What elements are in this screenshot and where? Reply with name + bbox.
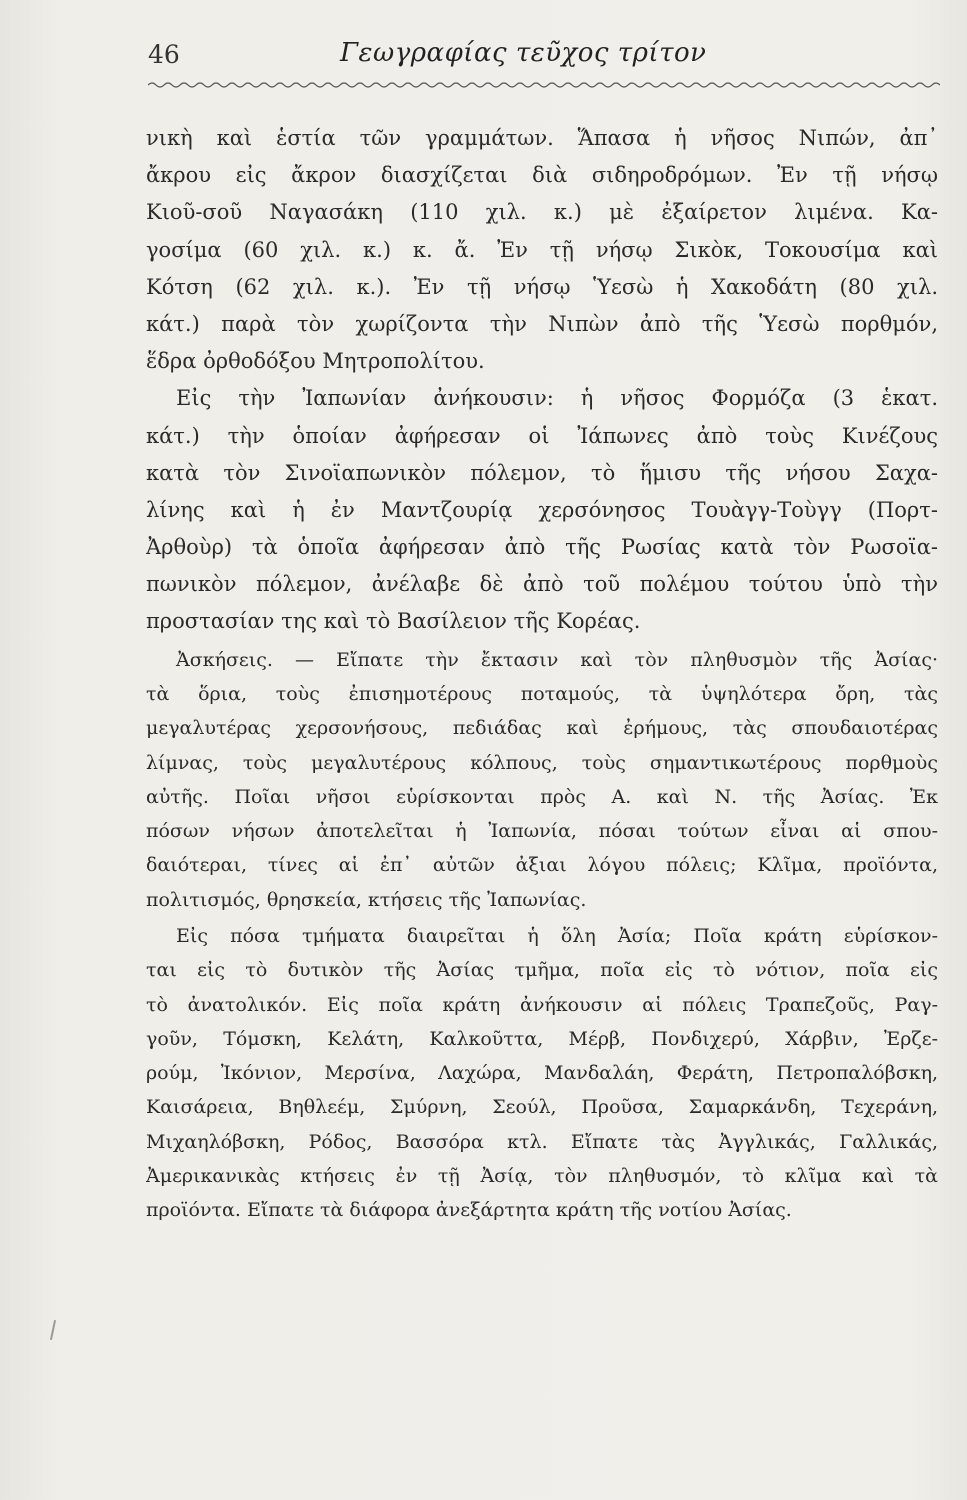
text-line: ἄκρου εἰς ἄκρον διασχίζεται διὰ σιδηροδρόμων. Ἐν τῇ νήσῳ [146,163,938,188]
text-line: Ἀμερικανικὰς κτήσεις ἐν τῇ Ἀσίᾳ, τὸν πληθυσμόν, τὸ κλῖμα καὶ τὰ [146,1165,938,1188]
text-line: προστασίαν της καὶ τὸ Βασίλειον τῆς Κορέας. [146,609,641,634]
text-line: ρούμ, Ἰκόνιον, Μερσίνα, Λαχώρα, Μανδαλάη, Φεράτη, Πετροπαλόβσκη, [146,1062,938,1085]
text-line: νικὴ καὶ ἑστία τῶν γραμμάτων. Ἅπασα ἡ νῆσος Νιπών, ἀπ᾽ [146,126,938,150]
text-line: ἕδρα ὀρθοδόξου Μητροπολίτου. [146,349,485,374]
text-line: Μιχαηλόβσκη, Ρόδος, Βασσόρα κτλ. Εἴπατε τὰς Ἀγγλικάς, Γαλλικάς, [146,1130,938,1153]
text-line: Ἀρθοὺρ) τὰ ὁποῖα ἀφήρεσαν ἀπὸ τῆς Ρωσίας κατὰ τὸν Ρωσοϊα- [146,535,938,560]
text-line: γοσίμα (60 χιλ. κ.) κ. ἄ. Ἐν τῇ νήσῳ Σικὸκ, Τοκουσίμα καὶ [146,237,938,262]
text-line: Κότση (62 χιλ. κ.). Ἐν τῇ νήσῳ Ὑεσὼ ἡ Χακοδάτη (80 χιλ. [146,274,938,299]
page-number: 46 [148,40,180,69]
text-line: Ἀσκήσεις. — Εἴπατε τὴν ἔκτασιν καὶ τὸν πληθυσμὸν τῆς Ἀσίας· [176,648,938,671]
text-line: Εἰς πόσα τμήματα διαιρεῖται ἡ ὅλη Ἀσία; Ποῖα κράτη εὑρίσκον- [176,925,938,947]
running-title: Γεωγραφίας τεῦχος τρίτον [340,38,707,68]
text-line: πολιτισμός, θρησκεία, κτήσεις τῆς Ἰαπωνίας. [146,888,587,911]
text-line: τὰ ὅρια, τοὺς ἐπισημοτέρους ποταμούς, τὰ ὑψηλότερα ὄρη, τὰς [146,682,938,705]
text-line: μεγαλυτέρας χερσονήσους, πεδιάδας καὶ ἐρήμους, τὰς σπουδαιοτέρας [146,717,938,740]
text-line: λίμνας, τοὺς μεγαλυτέρους κόλπους, τοὺς σημαντικωτέρους πορθμοὺς [146,751,938,774]
paragraph-japan-cities [146,120,938,380]
paragraph-exercises [146,643,938,917]
paragraph-japan-possessions [146,380,938,640]
text-line: Καισάρεια, Βηθλεέμ, Σμύρνη, Σεούλ, Προῦσα, Σαμαρκάνδη, Τεχεράνη, [146,1096,938,1119]
header-wavy-rule [148,80,940,90]
text-line: Εἰς τὴν Ἰαπωνίαν ἀνήκουσιν: ἡ νῆσος Φορμόζα (3 ἑκατ. [176,386,938,411]
text-line: κάτ.) παρὰ τὸν χωρίζοντα τὴν Νιπὼν ἀπὸ τῆς Ὑεσὼ πορθμόν, [146,311,938,336]
text-line: πόσων νήσων ἀποτελεῖται ἡ Ἰαπωνία, πόσαι τούτων εἶναι αἱ σπου- [146,820,938,843]
text-line: κάτ.) τὴν ὁποίαν ἀφήρεσαν οἱ Ἰάπωνες ἀπὸ τοὺς Κινέζους [146,423,938,448]
text-line: κατὰ τὸν Σινοϊαπωνικὸν πόλεμον, τὸ ἥμισυ τῆς νήσου Σαχα- [146,460,938,485]
paragraph-asia-questions [146,919,938,1228]
text-line: ται εἰς τὸ δυτικὸν τῆς Ἀσίας τμῆμα, ποῖα εἰς τὸ νότιον, ποῖα εἰς [146,959,938,982]
text-line: Κιοῦ-σοῦ Ναγασάκη (110 χιλ. κ.) μὲ ἐξαίρετον λιμένα. Κα- [146,200,938,225]
text-line: γοῦν, Τόμσκη, Κελάτη, Καλκοῦττα, Μέρβ, Πονδιχερύ, Χάρβιν, Ἐρζε- [146,1027,938,1050]
body-text [146,120,938,1228]
text-line: πωνικὸν πόλεμον, ἀνέλαβε δὲ ἀπὸ τοῦ πολέμου τούτου ὑπὸ τὴν [146,572,938,597]
stray-pencil-mark [50,1320,56,1340]
text-line: τὸ ἀνατολικόν. Εἰς ποῖα κράτη ἀνήκουσιν αἱ πόλεις Τραπεζοῦς, Ραγ- [146,993,938,1016]
text-line: δαιότεραι, τίνες αἱ ἐπ᾽ αὐτῶν ἀξιαι λόγου πόλεις; Κλῖμα, προϊόντα, [146,854,938,877]
text-line: λίνης καὶ ἡ ἐν Μαντζουρίᾳ χερσόνησος Τουὰγγ-Τοὺγγ (Πορτ- [146,497,938,522]
text-line: προϊόντα. Εἴπατε τὰ διάφορα ἀνεξάρτητα κράτη τῆς νοτίου Ἀσίας. [146,1199,792,1222]
text-line: αὐτῆς. Ποῖαι νῆσοι εὑρίσκονται πρὸς Α. καὶ Ν. τῆς Ἀσίας. Ἐκ [146,785,938,808]
page-header [148,38,938,78]
